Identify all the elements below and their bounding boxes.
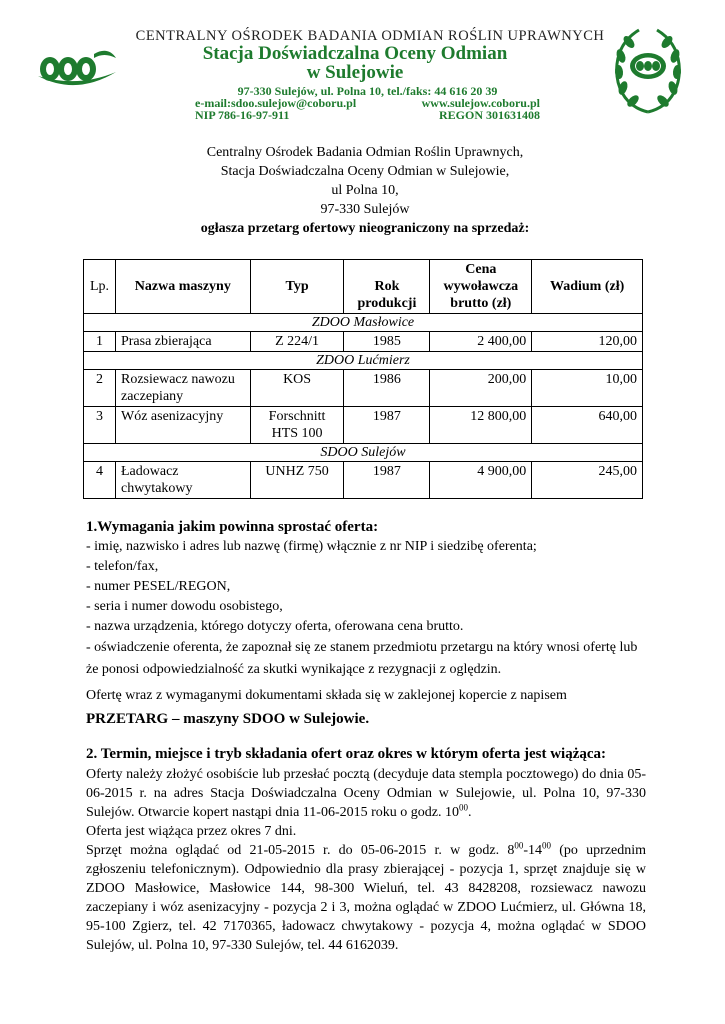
requirements-section: [86, 517, 646, 681]
station-email[interactable]: e-mail:sdoo.sulejow@coboru.pl: [195, 96, 357, 110]
requirement-item: - numer PESEL/REGON,: [86, 579, 231, 594]
intro-line: 97-330 Sulejów: [320, 202, 410, 217]
table-row: [84, 332, 643, 352]
section-row: [84, 314, 643, 332]
section-row: [84, 352, 643, 370]
requirements-heading: 1.Wymagania jakim powinna sprostać oferta:: [86, 519, 379, 535]
envelope-text: Ofertę wraz z wymaganymi dokumentami składa się w zaklejonej kopercie z napisem: [86, 688, 567, 703]
cell-price: 4 900,00: [430, 462, 532, 499]
requirement-item: - telefon/fax,: [86, 559, 159, 574]
cell-price: 12 800,00: [430, 407, 532, 444]
cell-year: 1986: [344, 370, 430, 407]
intro-line: ul Polna 10,: [331, 183, 399, 198]
cell-deposit: 10,00: [532, 370, 643, 407]
requirement-item: - oświadczenie oferenta, że zapoznał się ze stanem przedmiotu przetargu na który wnosi ofertę lub że ponosi odpowiedzialność za skutki wynikające z rezygnacji z oględzin.: [86, 640, 638, 677]
section-name: ZDOO Masłowice: [84, 314, 643, 332]
col-header-deposit: Wadium (zł): [532, 260, 643, 314]
table-row: [84, 462, 643, 499]
cell-lp: 2: [84, 370, 116, 407]
cell-type: KOS: [250, 370, 344, 407]
station-website[interactable]: www.sulejow.coboru.pl: [421, 96, 540, 110]
station-contact: [195, 85, 540, 121]
cell-deposit: 245,00: [532, 462, 643, 499]
envelope-label: PRZETARG – maszyny SDOO w Sulejowie.: [86, 711, 370, 727]
section-name: SDOO Sulejów: [84, 444, 643, 462]
cell-name: Rozsiewacz nawozu zaczepiany: [115, 370, 250, 407]
station-address: 97-330 Sulejów, ul. Polna 10, tel./faks: 44 616 20 39: [237, 84, 498, 98]
station-regon: REGON 301631408: [438, 108, 540, 122]
col-header-lp: Lp.: [84, 260, 116, 314]
section-name: ZDOO Lućmierz: [84, 352, 643, 370]
wreath-emblem: [611, 26, 685, 118]
deadline-section: [86, 744, 646, 955]
cell-name: Prasa zbierająca: [115, 332, 250, 352]
intro-announcement: ogłasza przetarg ofertowy nieograniczony na sprzedaż:: [200, 221, 530, 236]
cell-lp: 1: [84, 332, 116, 352]
station-name-line1: Stacja Doświadczalna Oceny Odmian: [202, 43, 508, 64]
section-row: [84, 444, 643, 462]
station-name-line2: w Sulejowie: [306, 62, 404, 83]
deadline-heading: 2. Termin, miejsce i tryb składania ofert oraz okres w którym oferta jest wiążąca:: [86, 746, 607, 762]
inspection-paragraph: Sprzęt można oglądać od 21-05-2015 r. do 05-06-2015 r. w godz. $8^{00}-14^{00}$ (po uprzednim zgłoszeniu telefonicznym). Odpowiednio dla prasy zbierającej - pozycja 1, sprzęt znajduje się w ZDOO Masłowice, Masłowice 144, 98-300 Wieluń, tel. 43 8428208, rozsiewacz nawozu zaczepiany i wóz asenizacyjny - pozycja 2 i 3, można oglądać w ZDOO Lućmierz, ul. Główna 18, 95-100 Zgierz, tel. 42 7170365, ładowacz chwytakowy - pozycja 4, można oglądać w SDOO Sulejów, ul. Polna 10, 97-330 Sulejów, tel. 44 6162039.: [86, 840, 646, 953]
cell-price: 200,00: [430, 370, 532, 407]
col-header-price: Cena wywoławcza brutto (zł): [430, 260, 532, 314]
cell-type: Forschnitt HTS 100: [250, 407, 344, 444]
cell-year: 1987: [344, 407, 430, 444]
intro-line: Centralny Ośrodek Badania Odmian Roślin Uprawnych,: [206, 145, 524, 160]
intro-line: Stacja Doświadczalna Oceny Odmian w Sulejowie,: [220, 164, 510, 179]
envelope-instructions: [86, 686, 646, 729]
cell-name: Wóz asenizacyjny: [115, 407, 250, 444]
cell-year: 1985: [344, 332, 430, 352]
requirement-item: - nazwa urządzenia, którego dotyczy oferta, oferowana cena brutto.: [86, 619, 464, 634]
machines-table: [83, 259, 643, 499]
cell-lp: 3: [84, 407, 116, 444]
institution-name: CENTRALNY OŚRODEK BADANIA ODMIAN ROŚLIN UPRAWNYCH: [135, 28, 605, 44]
station-nip: NIP 786-16-97-911: [195, 108, 290, 122]
requirement-item: - imię, nazwisko i adres lub nazwę (firmę) włącznie z nr NIP i siedzibę oferenta;: [86, 539, 537, 554]
col-header-name: Nazwa maszyny: [115, 260, 250, 314]
cell-lp: 4: [84, 462, 116, 499]
cell-name: Ładowacz chwytakowy: [115, 462, 250, 499]
deadline-paragraph: Oferty należy złożyć osobiście lub przesłać pocztą (decyduje data stempla pocztowego) do dnia 05-06-2015 r. na adres Stacja Doświadczalna Oceny Odmian w Sulejowie, ul. Polna 10, 97-330 Sulejów. Otwarcie kopert nastąpi dnia 11-06-2015 roku o godz. $10^{00}$.: [86, 767, 646, 820]
table-header-row: [84, 260, 643, 314]
announcement-intro: [100, 143, 630, 238]
cell-deposit: 640,00: [532, 407, 643, 444]
cell-deposit: 120,00: [532, 332, 643, 352]
cell-type: UNHZ 750: [250, 462, 344, 499]
col-header-year: Rok produkcji: [344, 260, 430, 314]
validity-paragraph: Oferta jest wiążąca przez okres 7 dni.: [86, 824, 297, 839]
cell-year: 1987: [344, 462, 430, 499]
cell-price: 2 400,00: [430, 332, 532, 352]
station-name: [150, 44, 560, 82]
table-row: [84, 407, 643, 444]
cell-type: Z 224/1: [250, 332, 344, 352]
table-row: [84, 370, 643, 407]
col-header-type: Typ: [250, 260, 344, 314]
requirement-item: - seria i numer dowodu osobistego,: [86, 599, 283, 614]
coboru-logo: [36, 44, 118, 88]
